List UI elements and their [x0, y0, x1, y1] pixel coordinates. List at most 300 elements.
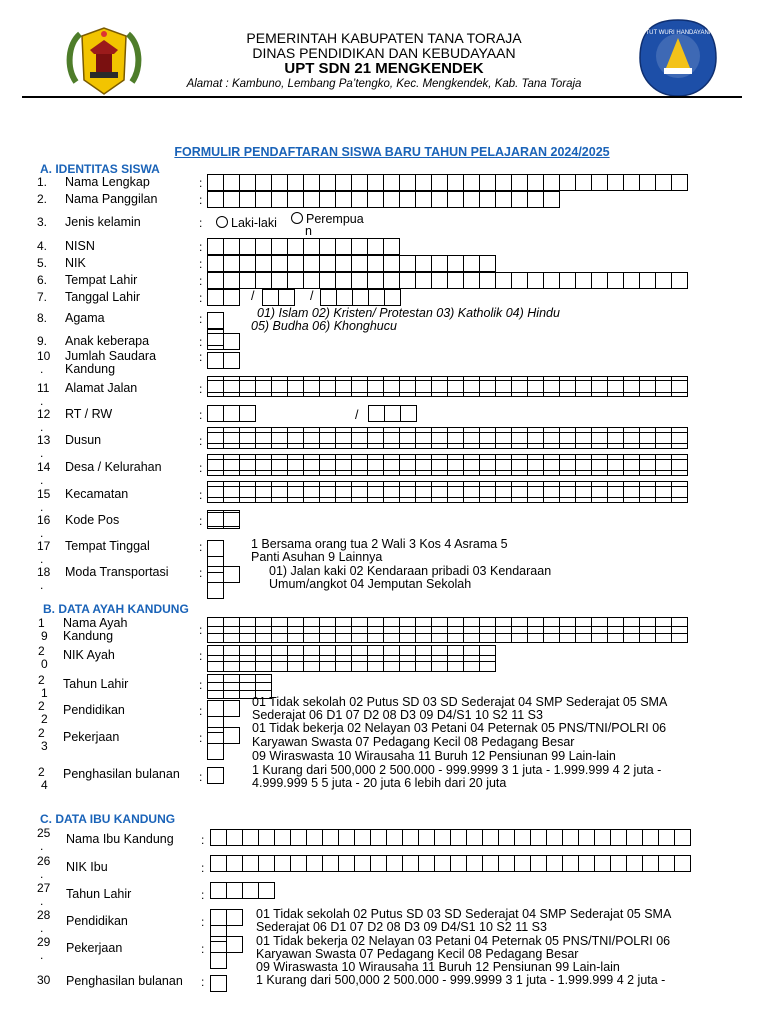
input-box[interactable]	[383, 481, 400, 498]
input-box[interactable]	[415, 376, 432, 393]
input-box[interactable]	[463, 481, 480, 498]
input-box[interactable]	[447, 255, 464, 272]
input-box[interactable]	[239, 626, 256, 643]
input-box[interactable]	[351, 454, 368, 471]
input-box[interactable]	[415, 191, 432, 208]
input-box[interactable]	[223, 255, 240, 272]
input-box[interactable]	[223, 405, 240, 422]
input-box[interactable]	[207, 312, 224, 329]
input-box[interactable]	[207, 582, 224, 599]
input-box[interactable]	[543, 174, 560, 191]
input-box[interactable]	[415, 174, 432, 191]
input-box[interactable]	[431, 655, 448, 672]
input-box[interactable]	[559, 174, 576, 191]
input-box[interactable]	[255, 191, 272, 208]
input-box[interactable]	[258, 882, 275, 899]
saudara-boxes[interactable]	[207, 352, 239, 369]
input-boxes-1[interactable]	[207, 174, 687, 191]
input-box[interactable]	[463, 191, 480, 208]
input-box[interactable]	[610, 855, 627, 872]
rw-boxes[interactable]	[368, 405, 416, 422]
input-box[interactable]	[495, 174, 512, 191]
input-box[interactable]	[287, 174, 304, 191]
input-box[interactable]	[642, 855, 659, 872]
input-box[interactable]	[399, 191, 416, 208]
input-box[interactable]	[658, 829, 675, 846]
input-box[interactable]	[655, 481, 672, 498]
input-box[interactable]	[239, 405, 256, 422]
kodepos-boxes[interactable]	[207, 510, 239, 527]
input-box[interactable]	[671, 272, 688, 289]
input-box[interactable]	[207, 329, 224, 346]
input-box[interactable]	[223, 655, 240, 672]
input-box[interactable]	[383, 454, 400, 471]
input-box[interactable]	[434, 855, 451, 872]
input-box[interactable]	[303, 626, 320, 643]
alamat-boxes[interactable]	[207, 376, 687, 393]
input-box[interactable]	[559, 454, 576, 471]
input-box[interactable]	[399, 481, 416, 498]
input-box[interactable]	[335, 191, 352, 208]
input-box[interactable]	[255, 255, 272, 272]
desa-boxes[interactable]	[207, 454, 687, 471]
input-box[interactable]	[223, 481, 240, 498]
input-box[interactable]	[655, 454, 672, 471]
input-box[interactable]	[383, 272, 400, 289]
input-box[interactable]	[463, 427, 480, 444]
input-box[interactable]	[463, 174, 480, 191]
input-box[interactable]	[223, 333, 240, 350]
input-box[interactable]	[447, 655, 464, 672]
input-box[interactable]	[335, 655, 352, 672]
input-box[interactable]	[623, 376, 640, 393]
input-box[interactable]	[575, 272, 592, 289]
transport-box[interactable]	[207, 566, 239, 583]
input-box[interactable]	[303, 655, 320, 672]
gender-male[interactable]	[216, 216, 277, 231]
input-box[interactable]	[223, 238, 240, 255]
input-box[interactable]	[351, 626, 368, 643]
input-box[interactable]	[399, 174, 416, 191]
input-box[interactable]	[671, 626, 688, 643]
input-box[interactable]	[639, 481, 656, 498]
input-box[interactable]	[226, 855, 243, 872]
input-box[interactable]	[639, 427, 656, 444]
input-box[interactable]	[431, 191, 448, 208]
input-box[interactable]	[322, 855, 339, 872]
input-box[interactable]	[527, 191, 544, 208]
input-box[interactable]	[463, 655, 480, 672]
input-box[interactable]	[543, 454, 560, 471]
input-box[interactable]	[319, 655, 336, 672]
input-box[interactable]	[591, 454, 608, 471]
input-box[interactable]	[482, 829, 499, 846]
input-box[interactable]	[319, 238, 336, 255]
input-box[interactable]	[335, 454, 352, 471]
input-box[interactable]	[431, 454, 448, 471]
input-box[interactable]	[210, 855, 227, 872]
input-box[interactable]	[207, 454, 224, 471]
input-box[interactable]	[287, 191, 304, 208]
input-box[interactable]	[639, 454, 656, 471]
input-box[interactable]	[479, 655, 496, 672]
input-box[interactable]	[223, 352, 240, 369]
input-box[interactable]	[642, 829, 659, 846]
input-box[interactable]	[415, 481, 432, 498]
input-box[interactable]	[495, 454, 512, 471]
input-box[interactable]	[335, 427, 352, 444]
input-box[interactable]	[671, 376, 688, 393]
input-box[interactable]	[271, 655, 288, 672]
input-box[interactable]	[543, 376, 560, 393]
input-box[interactable]	[367, 191, 384, 208]
input-box[interactable]	[338, 829, 355, 846]
radio-male[interactable]	[216, 216, 228, 228]
input-box[interactable]	[207, 700, 224, 717]
input-box[interactable]	[447, 174, 464, 191]
input-box[interactable]	[530, 829, 547, 846]
input-box[interactable]	[255, 454, 272, 471]
input-box[interactable]	[450, 855, 467, 872]
input-box[interactable]	[383, 255, 400, 272]
input-box[interactable]	[482, 855, 499, 872]
input-box[interactable]	[351, 238, 368, 255]
input-box[interactable]	[351, 255, 368, 272]
input-box[interactable]	[207, 405, 224, 422]
input-box[interactable]	[511, 376, 528, 393]
input-box[interactable]	[287, 238, 304, 255]
input-box[interactable]	[607, 427, 624, 444]
input-box[interactable]	[527, 454, 544, 471]
input-box[interactable]	[335, 238, 352, 255]
ayah-pek-boxes[interactable]	[207, 727, 239, 744]
input-box[interactable]	[335, 376, 352, 393]
input-box[interactable]	[338, 855, 355, 872]
input-box[interactable]	[623, 174, 640, 191]
input-box[interactable]	[607, 626, 624, 643]
input-box[interactable]	[495, 626, 512, 643]
input-box[interactable]	[655, 427, 672, 444]
input-box[interactable]	[274, 829, 291, 846]
input-box[interactable]	[607, 481, 624, 498]
input-box[interactable]	[463, 454, 480, 471]
input-box[interactable]	[226, 829, 243, 846]
input-box[interactable]	[527, 272, 544, 289]
input-box[interactable]	[562, 829, 579, 846]
input-box[interactable]	[447, 454, 464, 471]
input-box[interactable]	[495, 272, 512, 289]
input-box[interactable]	[210, 952, 227, 969]
input-box[interactable]	[370, 829, 387, 846]
date-day-boxes[interactable]	[207, 289, 239, 306]
input-box[interactable]	[239, 481, 256, 498]
input-box[interactable]	[255, 238, 272, 255]
input-box[interactable]	[511, 427, 528, 444]
input-box[interactable]	[431, 626, 448, 643]
input-box[interactable]	[495, 376, 512, 393]
input-box[interactable]	[418, 855, 435, 872]
input-box[interactable]	[210, 975, 227, 992]
input-box[interactable]	[351, 174, 368, 191]
input-box[interactable]	[447, 427, 464, 444]
input-box[interactable]	[543, 191, 560, 208]
input-box[interactable]	[367, 272, 384, 289]
input-box[interactable]	[511, 191, 528, 208]
input-box[interactable]	[479, 376, 496, 393]
input-boxes-6[interactable]	[207, 272, 687, 289]
input-box[interactable]	[271, 272, 288, 289]
input-box[interactable]	[335, 481, 352, 498]
input-box[interactable]	[575, 174, 592, 191]
input-box[interactable]	[255, 174, 272, 191]
input-box[interactable]	[351, 655, 368, 672]
tinggal-box[interactable]	[207, 540, 223, 557]
input-box[interactable]	[450, 829, 467, 846]
input-box[interactable]	[607, 174, 624, 191]
input-box[interactable]	[559, 272, 576, 289]
input-box[interactable]	[239, 191, 256, 208]
ayah-pek-box-2[interactable]	[207, 743, 223, 760]
input-box[interactable]	[543, 626, 560, 643]
input-box[interactable]	[658, 855, 675, 872]
input-box[interactable]	[384, 289, 401, 306]
transport-box-2[interactable]	[207, 582, 223, 599]
ibu-pend-boxes[interactable]	[210, 909, 242, 926]
input-box[interactable]	[527, 427, 544, 444]
input-box[interactable]	[303, 272, 320, 289]
input-box[interactable]	[242, 882, 259, 899]
input-box[interactable]	[320, 289, 337, 306]
input-box[interactable]	[207, 376, 224, 393]
input-box[interactable]	[223, 510, 240, 527]
input-box[interactable]	[402, 829, 419, 846]
input-box[interactable]	[351, 376, 368, 393]
ibu-peng-box[interactable]	[210, 975, 226, 992]
input-box[interactable]	[303, 427, 320, 444]
input-box[interactable]	[543, 481, 560, 498]
input-box[interactable]	[623, 454, 640, 471]
input-box[interactable]	[239, 174, 256, 191]
input-box[interactable]	[591, 174, 608, 191]
input-box[interactable]	[207, 481, 224, 498]
ayah-name-boxes[interactable]	[207, 626, 687, 643]
input-box[interactable]	[271, 255, 288, 272]
input-box[interactable]	[479, 174, 496, 191]
input-box[interactable]	[514, 855, 531, 872]
input-box[interactable]	[399, 655, 416, 672]
input-box[interactable]	[319, 376, 336, 393]
input-box[interactable]	[498, 829, 515, 846]
input-box[interactable]	[223, 174, 240, 191]
input-box[interactable]	[655, 174, 672, 191]
input-box[interactable]	[303, 191, 320, 208]
input-box[interactable]	[223, 626, 240, 643]
input-box[interactable]	[655, 376, 672, 393]
input-box[interactable]	[575, 454, 592, 471]
input-box[interactable]	[274, 855, 291, 872]
input-box[interactable]	[207, 352, 224, 369]
input-box[interactable]	[367, 454, 384, 471]
input-box[interactable]	[610, 829, 627, 846]
input-box[interactable]	[383, 191, 400, 208]
input-box[interactable]	[559, 626, 576, 643]
input-box[interactable]	[399, 272, 416, 289]
input-box[interactable]	[623, 427, 640, 444]
input-box[interactable]	[495, 191, 512, 208]
input-box[interactable]	[671, 174, 688, 191]
input-box[interactable]	[511, 626, 528, 643]
input-box[interactable]	[415, 255, 432, 272]
input-box[interactable]	[431, 272, 448, 289]
input-box[interactable]	[591, 481, 608, 498]
input-box[interactable]	[575, 427, 592, 444]
input-box[interactable]	[226, 882, 243, 899]
input-box[interactable]	[255, 272, 272, 289]
input-box[interactable]	[607, 376, 624, 393]
input-box[interactable]	[223, 272, 240, 289]
input-box[interactable]	[383, 427, 400, 444]
input-box[interactable]	[223, 191, 240, 208]
input-box[interactable]	[367, 481, 384, 498]
input-box[interactable]	[290, 829, 307, 846]
input-box[interactable]	[223, 376, 240, 393]
input-box[interactable]	[591, 272, 608, 289]
input-box[interactable]	[367, 655, 384, 672]
input-box[interactable]	[351, 481, 368, 498]
input-box[interactable]	[559, 481, 576, 498]
ayah-pend-boxes[interactable]	[207, 700, 239, 717]
input-box[interactable]	[287, 272, 304, 289]
input-box[interactable]	[402, 855, 419, 872]
input-box[interactable]	[242, 829, 259, 846]
input-box[interactable]	[674, 855, 691, 872]
input-box[interactable]	[511, 481, 528, 498]
input-box[interactable]	[210, 936, 227, 953]
input-box[interactable]	[306, 855, 323, 872]
input-box[interactable]	[271, 174, 288, 191]
input-box[interactable]	[210, 909, 227, 926]
input-box[interactable]	[287, 454, 304, 471]
input-box[interactable]	[415, 427, 432, 444]
input-box[interactable]	[418, 829, 435, 846]
input-box[interactable]	[207, 566, 224, 583]
input-box[interactable]	[319, 255, 336, 272]
input-box[interactable]	[543, 427, 560, 444]
input-box[interactable]	[594, 855, 611, 872]
input-box[interactable]	[258, 829, 275, 846]
agama-box[interactable]	[207, 312, 223, 329]
input-box[interactable]	[207, 510, 224, 527]
input-box[interactable]	[594, 829, 611, 846]
input-box[interactable]	[354, 855, 371, 872]
input-box[interactable]	[431, 481, 448, 498]
input-box[interactable]	[351, 427, 368, 444]
input-box[interactable]	[287, 376, 304, 393]
input-box[interactable]	[278, 289, 295, 306]
input-box[interactable]	[287, 255, 304, 272]
input-box[interactable]	[399, 427, 416, 444]
input-box[interactable]	[511, 454, 528, 471]
input-box[interactable]	[626, 829, 643, 846]
input-box[interactable]	[431, 376, 448, 393]
input-box[interactable]	[335, 626, 352, 643]
input-box[interactable]	[623, 272, 640, 289]
input-box[interactable]	[399, 454, 416, 471]
input-box[interactable]	[210, 882, 227, 899]
input-box[interactable]	[290, 855, 307, 872]
input-box[interactable]	[415, 655, 432, 672]
input-box[interactable]	[271, 191, 288, 208]
input-box[interactable]	[239, 655, 256, 672]
input-box[interactable]	[262, 289, 279, 306]
input-box[interactable]	[386, 855, 403, 872]
input-box[interactable]	[623, 481, 640, 498]
input-box[interactable]	[546, 829, 563, 846]
input-box[interactable]	[498, 855, 515, 872]
input-box[interactable]	[415, 272, 432, 289]
input-box[interactable]	[207, 540, 224, 557]
input-box[interactable]	[591, 376, 608, 393]
input-box[interactable]	[255, 626, 272, 643]
input-box[interactable]	[223, 289, 240, 306]
input-box[interactable]	[303, 174, 320, 191]
gender-female[interactable]	[291, 212, 364, 227]
input-box[interactable]	[335, 174, 352, 191]
input-box[interactable]	[303, 255, 320, 272]
input-box[interactable]	[399, 626, 416, 643]
input-boxes-5[interactable]	[207, 255, 495, 272]
input-box[interactable]	[239, 238, 256, 255]
input-box[interactable]	[303, 376, 320, 393]
ibu-pek-boxes[interactable]	[210, 936, 242, 953]
input-box[interactable]	[335, 255, 352, 272]
input-box[interactable]	[399, 255, 416, 272]
input-box[interactable]	[591, 427, 608, 444]
input-box[interactable]	[639, 626, 656, 643]
input-box[interactable]	[479, 191, 496, 208]
input-box[interactable]	[207, 238, 224, 255]
input-box[interactable]	[671, 427, 688, 444]
input-box[interactable]	[383, 655, 400, 672]
input-box[interactable]	[223, 566, 240, 583]
input-box[interactable]	[463, 255, 480, 272]
input-box[interactable]	[207, 191, 224, 208]
input-box[interactable]	[466, 829, 483, 846]
input-box[interactable]	[383, 174, 400, 191]
input-box[interactable]	[303, 454, 320, 471]
input-box[interactable]	[578, 855, 595, 872]
kecamatan-boxes[interactable]	[207, 481, 687, 498]
input-box[interactable]	[306, 829, 323, 846]
input-box[interactable]	[210, 829, 227, 846]
input-box[interactable]	[239, 427, 256, 444]
input-box[interactable]	[463, 376, 480, 393]
input-box[interactable]	[368, 289, 385, 306]
input-box[interactable]	[207, 174, 224, 191]
ibu-name-boxes[interactable]	[210, 829, 690, 846]
input-box[interactable]	[223, 727, 240, 744]
input-box[interactable]	[303, 481, 320, 498]
input-box[interactable]	[384, 405, 401, 422]
input-box[interactable]	[434, 829, 451, 846]
input-box[interactable]	[479, 626, 496, 643]
input-box[interactable]	[367, 255, 384, 272]
input-box[interactable]	[207, 682, 224, 699]
input-box[interactable]	[559, 376, 576, 393]
input-box[interactable]	[226, 936, 243, 953]
input-box[interactable]	[207, 767, 224, 784]
input-box[interactable]	[431, 427, 448, 444]
